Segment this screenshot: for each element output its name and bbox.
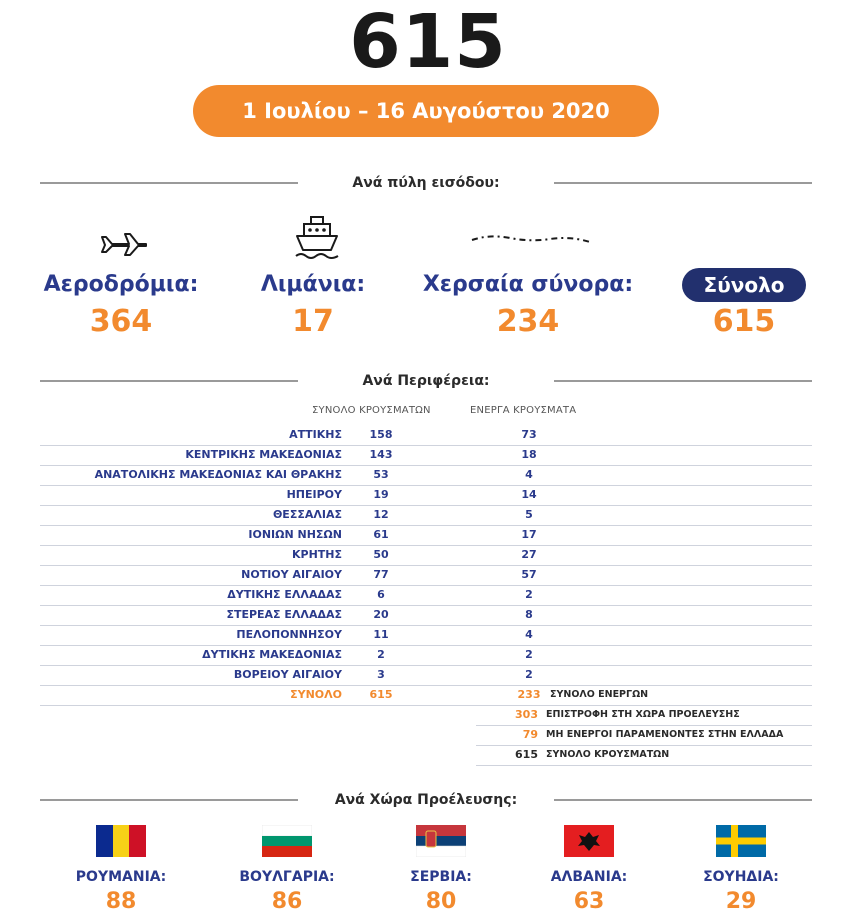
table-row xyxy=(40,545,812,566)
summary-text: ΜΗ ΕΝΕΡΓΟΙ ΠΑΡΑΜΕΝΟΝΤΕΣ ΣΤΗΝ ΕΛΛΑΔΑ xyxy=(546,729,784,740)
gates-section-header xyxy=(40,171,812,195)
albania-flag-icon xyxy=(564,825,614,857)
gates-section-title: Ανά πύλη εισόδου: xyxy=(352,175,500,191)
region-total-cases: 11 xyxy=(373,628,389,641)
region-active-cases: 4 xyxy=(525,628,533,641)
table-row-total xyxy=(40,685,812,706)
country-bulgaria xyxy=(212,825,362,914)
table-row xyxy=(40,665,812,686)
bulgaria-flag-icon xyxy=(262,825,312,857)
country-name: ΒΟΥΛΓΑΡΙΑ: xyxy=(239,869,335,885)
table-row xyxy=(40,465,812,486)
region-name: ΗΠΕΙΡΟΥ xyxy=(286,488,342,501)
region-active-cases: 4 xyxy=(525,468,533,481)
country-name: ΣΟΥΗΔΙΑ: xyxy=(703,869,779,885)
summary-value: 79 xyxy=(522,728,538,741)
region-total-cases: 2 xyxy=(377,648,385,661)
summary-row xyxy=(476,745,812,766)
region-name: ΚΕΝΤΡΙΚΗΣ ΜΑΚΕΔΟΝΙΑΣ xyxy=(185,448,342,461)
serbia-flag-icon xyxy=(416,825,466,857)
region-total-cases: 3 xyxy=(377,668,385,681)
countries-section-title: Ανά Χώρα Προέλευσης: xyxy=(334,792,518,808)
border-line-icon xyxy=(470,230,592,250)
table-row xyxy=(40,485,812,506)
summary-row xyxy=(476,705,812,726)
region-total-cases: 77 xyxy=(373,568,389,581)
country-value: 80 xyxy=(425,889,457,914)
total-row-cases: 615 xyxy=(369,688,393,701)
region-name: ΝΟΤΙΟΥ ΑΙΓΑΙΟΥ xyxy=(241,568,342,581)
region-active-cases: 2 xyxy=(525,648,533,661)
region-active-cases: 18 xyxy=(521,448,537,461)
total-row-label: ΣΥΝΟΛΟ xyxy=(290,688,342,701)
region-total-cases: 12 xyxy=(373,508,389,521)
summary-text: ΕΠΙΣΤΡΟΦΗ ΣΤΗ ΧΩΡΑ ΠΡΟΕΛΕΥΣΗΣ xyxy=(546,709,740,720)
sweden-flag-icon xyxy=(716,825,766,857)
gate-label-ports: Λιμάνια: xyxy=(260,272,366,297)
total-row-note: ΣΥΝΟΛΟ ΕΝΕΡΓΩΝ xyxy=(550,689,649,700)
region-active-cases: 27 xyxy=(521,548,537,561)
gate-value-land-borders: 234 xyxy=(496,304,560,339)
region-total-cases: 6 xyxy=(377,588,385,601)
region-name: ΙΟΝΙΩΝ ΝΗΣΩΝ xyxy=(248,528,342,541)
region-active-cases: 5 xyxy=(525,508,533,521)
region-name: ΠΕΛΟΠΟΝΝΗΣΟΥ xyxy=(236,628,342,641)
gate-value-airports: 364 xyxy=(89,304,153,339)
region-name: ΔΥΤΙΚΗΣ ΜΑΚΕΔΟΝΙΑΣ xyxy=(202,648,342,661)
region-name: ΘΕΣΣΑΛΙΑΣ xyxy=(272,508,342,521)
region-active-cases: 2 xyxy=(525,668,533,681)
total-row-active: 233 xyxy=(517,688,541,701)
airplane-icon xyxy=(98,226,152,256)
country-sweden xyxy=(666,825,816,914)
region-total-cases: 20 xyxy=(373,608,389,621)
gate-value-ports: 17 xyxy=(292,304,334,339)
table-row xyxy=(40,525,812,546)
summary-value: 303 xyxy=(515,708,538,721)
region-total-cases: 50 xyxy=(373,548,389,561)
region-total-cases: 19 xyxy=(373,488,389,501)
region-active-cases: 8 xyxy=(525,608,533,621)
date-range-badge: 1 Ιουλίου – 16 Αυγούστου 2020 xyxy=(193,85,659,137)
table-row xyxy=(40,625,812,646)
region-name: ΔΥΤΙΚΗΣ ΕΛΛΑΔΑΣ xyxy=(227,588,342,601)
gate-label-land-borders: Χερσαία σύνορα: xyxy=(422,272,634,297)
region-name: ΣΤΕΡΕΑΣ ΕΛΛΑΔΑΣ xyxy=(226,608,342,621)
country-name: ΑΛΒΑΝΙΑ: xyxy=(550,869,628,885)
region-name: ΒΟΡΕΙΟΥ ΑΙΓΑΙΟΥ xyxy=(233,668,342,681)
table-row xyxy=(40,605,812,626)
country-serbia xyxy=(366,825,516,914)
region-name: ΑΤΤΙΚΗΣ xyxy=(289,428,342,441)
region-total-cases: 61 xyxy=(373,528,389,541)
region-active-cases: 14 xyxy=(521,488,537,501)
country-name: ΡΟΥΜΑΝΙΑ: xyxy=(75,869,167,885)
table-row xyxy=(40,565,812,586)
country-value: 63 xyxy=(573,889,605,914)
gate-total-badge: Σύνολο xyxy=(682,268,806,302)
summary-row xyxy=(476,725,812,746)
romania-flag-icon xyxy=(96,825,146,857)
country-value: 88 xyxy=(105,889,137,914)
summary-text: ΣΥΝΟΛΟ ΚΡΟΥΣΜΑΤΩΝ xyxy=(546,749,670,760)
grand-total: 615 xyxy=(349,0,507,85)
summary-value: 615 xyxy=(515,748,538,761)
region-active-cases: 17 xyxy=(521,528,537,541)
region-active-cases: 57 xyxy=(521,568,537,581)
region-active-cases: 73 xyxy=(521,428,537,441)
country-romania xyxy=(46,825,196,914)
region-name: ΚΡΗΤΗΣ xyxy=(291,548,342,561)
region-total-cases: 158 xyxy=(369,428,393,441)
gate-total-value: 615 xyxy=(712,304,776,339)
column-header-total: ΣΥΝΟΛΟ ΚΡΟΥΣΜΑΤΩΝ xyxy=(312,405,431,416)
region-total-cases: 143 xyxy=(369,448,393,461)
column-header-active: ΕΝΕΡΓΑ ΚΡΟΥΣΜΑΤΑ xyxy=(470,405,577,416)
table-row xyxy=(40,505,812,526)
table-row xyxy=(40,645,812,666)
region-active-cases: 2 xyxy=(525,588,533,601)
regions-section-header xyxy=(40,369,812,393)
country-value: 29 xyxy=(725,889,757,914)
countries-section-header xyxy=(40,788,812,812)
ship-icon xyxy=(294,214,340,260)
gate-label-airports: Αεροδρόμια: xyxy=(43,272,199,297)
region-name: ΑΝΑΤΟΛΙΚΗΣ ΜΑΚΕΔΟΝΙΑΣ ΚΑΙ ΘΡΑΚΗΣ xyxy=(94,468,342,481)
country-value: 86 xyxy=(271,889,303,914)
country-name: ΣΕΡΒΙΑ: xyxy=(410,869,472,885)
regions-section-title: Ανά Περιφέρεια: xyxy=(362,373,490,389)
table-row xyxy=(40,585,812,606)
table-row xyxy=(40,445,812,466)
country-albania xyxy=(514,825,664,914)
region-total-cases: 53 xyxy=(373,468,389,481)
table-row xyxy=(40,425,812,446)
